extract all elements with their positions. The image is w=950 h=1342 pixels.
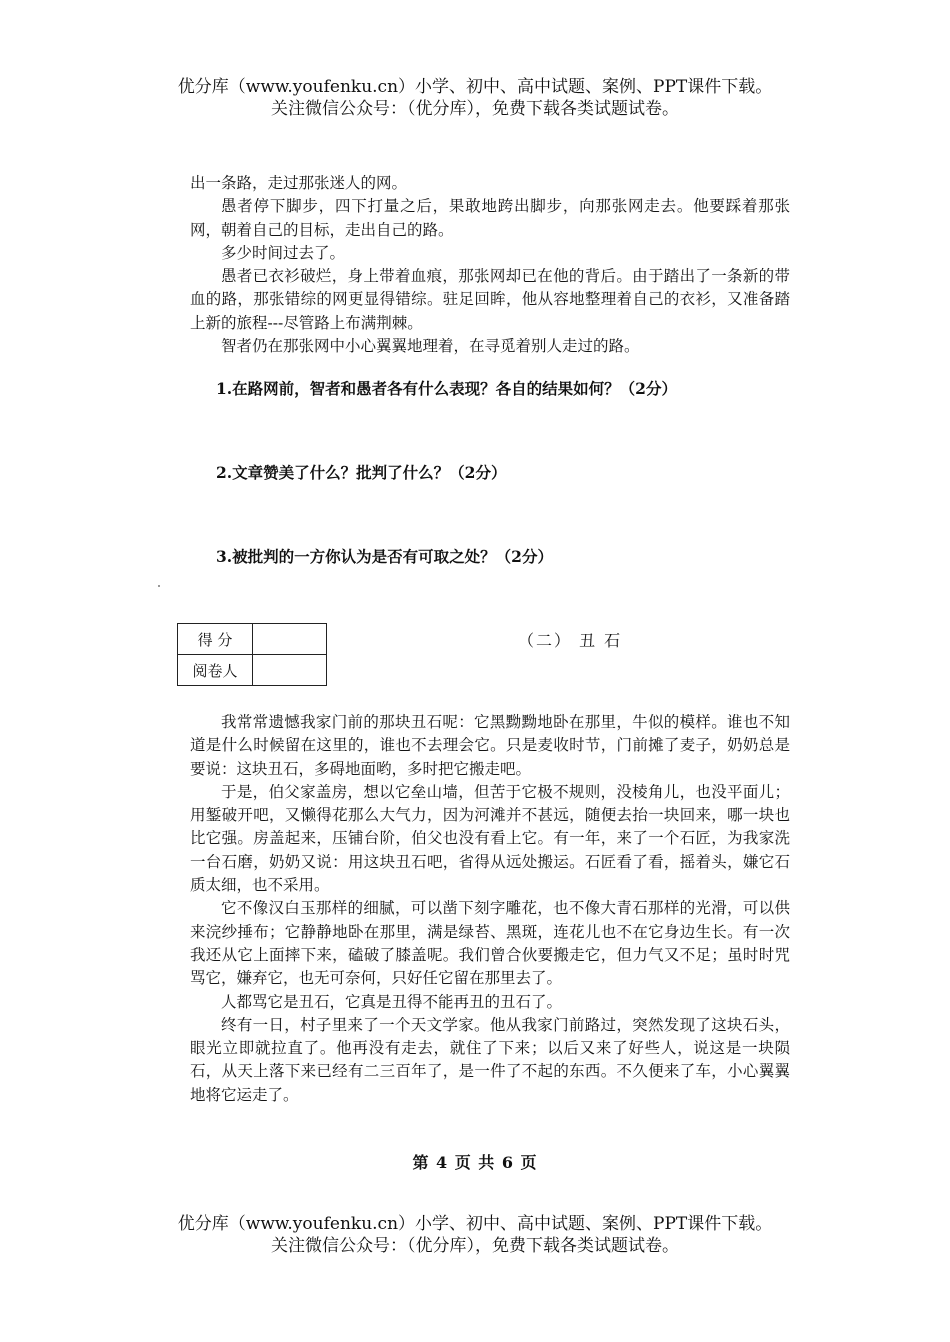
passage-1-paragraph: 出一条路，走过那张迷人的网。 xyxy=(190,174,408,192)
score-table xyxy=(177,623,327,686)
passage-1-paragraph: 愚者停下脚步，四下打量之后，果敢地跨出脚步，向那张网走去。他要踩着那张网，朝着自己的目标，走出自己的路。 xyxy=(190,197,790,239)
question-3: 3.被批判的一方你认为是否有可取之处？（2分） xyxy=(216,547,553,566)
header-bottom xyxy=(0,1213,950,1257)
score-box[interactable] xyxy=(253,624,327,655)
passage-1 xyxy=(190,172,790,358)
question-2: 2.文章赞美了什么？批判了什么？（2分） xyxy=(216,463,507,482)
header-line-2: 关注微信公众号：（优分库），免费下载各类试题试卷。 xyxy=(271,99,679,119)
score-label: 得 分 xyxy=(178,624,253,655)
page-number: 第 4 页 共 6 页 xyxy=(412,1153,538,1172)
scan-speck xyxy=(158,585,160,587)
reviewer-box[interactable] xyxy=(253,655,327,686)
passage-1-paragraph: 愚者已衣衫破烂，身上带着血痕，那张网却已在他的背后。由于踏出了一条新的带血的路，那张错综的网更显得错综。驻足回眸，他从容地整理着自己的衣衫，又准备踏上新的旅程---尽管路上布满荆棘。 xyxy=(190,267,790,332)
passage-2-paragraph: 终有一日，村子里来了一个天文学家。他从我家门前路过，突然发现了这块石头，眼光立即就拉直了。他再没有走去，就住了下来；以后又来了好些人，说这是一块陨石，从天上落下来已经有二三百年了，是一件了不起的东西。不久便来了车，小心翼翼地将它运走了。 xyxy=(190,1015,790,1104)
passage-2-paragraph: 人都骂它是丑石，它真是丑得不能再丑的丑石了。 xyxy=(221,992,563,1011)
passage-2-paragraph: 于是，伯父家盖房，想以它垒山墙，但苦于它极不规则，没棱角儿，也没平面儿；用錾破开吧，又懒得花那么大气力，因为河滩并不甚远，随便去抬一块回来，哪一块也比它强。房盖起来，压铺台阶，伯父也没有看上它。有一年，来了一个石匠，为我家洗一台石磨，奶奶又说：用这块丑石吧，省得从远处搬运。石匠看了看，摇着头，嫌它石质太细，也不采用。 xyxy=(190,782,790,895)
question-1: 1.在路网前，智者和愚者各有什么表现？各自的结果如何？（2分） xyxy=(216,379,677,398)
passage-2-paragraph: 它不像汉白玉那样的细腻，可以凿下刻字雕花，也不像大青石那样的光滑，可以供来浣纱捶布；它静静地卧在那里，满是绿苔、黑斑，连花儿也不在它身边生长。有一次我还从它上面摔下来，磕破了膝盖呢。我们曾合伙要搬走它，但力气又不足；虽时时咒骂它，嫌弃它，也无可奈何，只好任它留在那里去了。 xyxy=(190,899,790,988)
passage-2-paragraph: 我常常遗憾我家门前的那块丑石呢：它黑黝黝地卧在那里，牛似的模样。谁也不知道是什么时候留在这里的，谁也不去理会它。只是麦收时节，门前摊了麦子，奶奶总是要说：这块丑石，多碍地面哟，多时把它搬走吧。 xyxy=(190,713,790,778)
header-line-1: 优分库（www.youfenku.cn）小学、初中、高中试题、案例、PPT课件下载。 xyxy=(177,77,773,97)
reviewer-label: 阅卷人 xyxy=(178,655,253,686)
section-title: （二） 丑 石 xyxy=(518,631,623,650)
passage-1-paragraph: 智者仍在那张网中小心翼翼地理着，在寻觅着别人走过的路。 xyxy=(221,337,640,356)
header-line-1: 优分库（www.youfenku.cn）小学、初中、高中试题、案例、PPT课件下载。 xyxy=(177,1214,773,1234)
passage-1-paragraph: 多少时间过去了。 xyxy=(221,243,346,262)
passage-2 xyxy=(190,711,790,1107)
header-top xyxy=(0,76,950,120)
header-line-2: 关注微信公众号：（优分库），免费下载各类试题试卷。 xyxy=(271,1236,679,1256)
